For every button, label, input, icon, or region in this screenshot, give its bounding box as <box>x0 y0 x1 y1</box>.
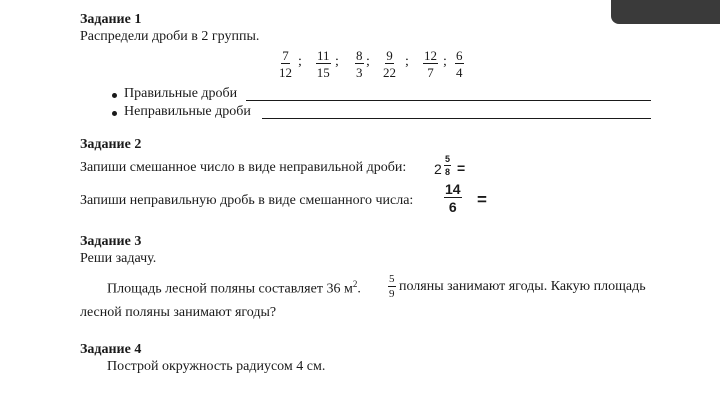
group-proper-label: Правильные дроби <box>124 86 238 101</box>
task3-heading: Задание 3 <box>80 234 142 249</box>
fraction-6 <box>455 49 464 79</box>
task2-line2: Запиши неправильную дробь в виде смешанного числа: <box>80 193 414 208</box>
separator: ; <box>366 54 370 69</box>
fraction-2 <box>316 49 331 79</box>
window-corner-overlay <box>611 0 720 24</box>
mixed-number-fraction <box>444 155 451 177</box>
task3-text-part1 <box>107 279 361 298</box>
fraction-1-numerator: 7 <box>282 48 289 63</box>
answer-line-proper[interactable] <box>246 100 651 101</box>
fraction-1 <box>279 49 292 79</box>
bullet-icon <box>112 111 117 116</box>
improper-numerator: 14 <box>445 181 461 197</box>
task2-heading: Задание 2 <box>80 137 142 152</box>
fraction-2-denominator: 15 <box>316 65 330 80</box>
fraction-4 <box>383 49 396 79</box>
mixed-number-denominator: 8 <box>445 167 451 177</box>
superscript-two: 2 <box>352 279 358 289</box>
task4-instruction: Построй окружность радиусом 4 см. <box>107 359 326 374</box>
task3-text-part3: лесной поляны занимают ягоды? <box>80 305 277 320</box>
fraction-3 <box>355 49 364 79</box>
period: . <box>357 281 361 297</box>
answer-line-improper[interactable] <box>262 118 651 119</box>
equals-sign: = <box>477 190 487 209</box>
fraction-4-denominator: 22 <box>383 65 396 80</box>
separator: ; <box>405 54 409 69</box>
fraction-6-numerator: 6 <box>456 48 463 63</box>
improper-denominator: 6 <box>448 199 457 215</box>
task3-text-part2: поляны занимают ягоды. Какую площадь <box>399 279 646 294</box>
task3-fraction <box>388 274 396 300</box>
mixed-number-numerator: 5 <box>445 154 451 164</box>
task3-area-text: Площадь лесной поляны составляет 36 м <box>107 281 353 297</box>
bullet-icon <box>112 93 117 98</box>
task3-fraction-numerator: 5 <box>389 273 395 285</box>
fraction-5-numerator: 12 <box>424 48 437 63</box>
task1-heading: Задание 1 <box>80 12 142 27</box>
task2-line1: Запиши смешанное число в виде неправильной дроби: <box>80 160 407 175</box>
separator: ; <box>298 54 302 69</box>
equals-sign: = <box>457 160 466 176</box>
task3-fraction-denominator: 9 <box>389 288 395 300</box>
fraction-3-numerator: 8 <box>356 48 363 63</box>
fraction-4-numerator: 9 <box>386 48 393 63</box>
fraction-1-denominator: 12 <box>279 65 292 80</box>
task4-heading: Задание 4 <box>80 342 142 357</box>
fraction-2-numerator: 11 <box>317 48 330 63</box>
separator: ; <box>443 54 447 69</box>
fraction-3-denominator: 3 <box>356 65 363 80</box>
group-improper-label: Неправильные дроби <box>124 104 251 119</box>
task1-instruction: Распредели дроби в 2 группы. <box>80 29 260 44</box>
fraction-5 <box>423 49 438 79</box>
fraction-6-denominator: 4 <box>456 65 463 80</box>
task3-instruction: Реши задачу. <box>80 251 157 266</box>
improper-fraction <box>444 182 462 214</box>
mixed-number-whole: 2 <box>434 161 442 177</box>
separator: ; <box>335 54 339 69</box>
fraction-5-denominator: 7 <box>427 65 434 80</box>
